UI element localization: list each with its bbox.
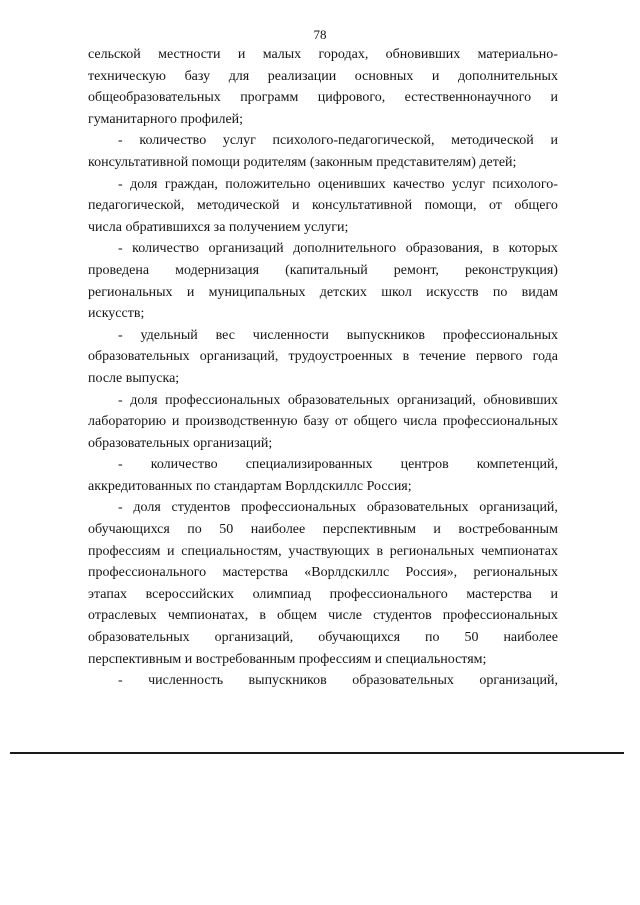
document-body [88,44,558,692]
text-line: отраслевых чемпионатах, в общем числе студентов профессиональных [88,608,558,624]
text-line: профессиям и специальностям, участвующих в региональных чемпионатах [88,543,558,559]
text-line: этапах всероссийских олимпиад профессионального мастерства и [88,586,558,602]
text-line: сельской местности и малых городах, обновивших материально- [88,47,558,62]
text-line: числа обратившихся за получением услуги; [88,219,349,235]
page-number: 78 [313,27,327,42]
text-line: консультативной помощи родителям (законным представителям) детей; [88,154,517,170]
text-line: профессионального мастерства «Ворлдскиллс Россия», региональных [88,565,558,581]
text-line: - количество услуг психолого-педагогической, методической и [118,133,558,149]
text-line: аккредитованных по стандартам Ворлдскиллс Россия; [88,478,412,494]
text-line: проведена модернизация (капитальный ремонт, реконструкция) [88,262,558,278]
text-line: - доля профессиональных образовательных организаций, обновивших [118,392,558,408]
text-line: региональных и муниципальных детских школ искусств по видам [88,284,558,300]
text-line: - доля граждан, положительно оценивших качество услуг психолого- [118,176,558,192]
page-bottom-rule [10,752,624,754]
text-line: искусств; [88,306,145,322]
text-line: техническую базу для реализации основных и дополнительных [88,68,558,84]
text-line: после выпуска; [88,370,180,386]
text-line: - количество организаций дополнительного образования, в которых [118,241,558,257]
text-line: педагогической, методической и консультативной помощи, от общего [88,198,558,214]
text-line: перспективным и востребованным профессиям и специальностям; [88,651,487,667]
text-line: образовательных организаций, трудоустроенных в течение первого года [88,349,558,365]
text-line: - доля студентов профессиональных образовательных организаций, [118,500,558,516]
text-line: общеобразовательных программ цифрового, естественнонаучного и [88,90,558,106]
text-line: обучающихся по 50 наиболее перспективным и востребованным [88,522,558,538]
text-line: - численность выпускников образовательных организаций, [118,673,558,689]
text-line: образовательных организаций; [88,435,273,451]
text-line: образовательных организаций, обучающихся по 50 наиболее [88,630,558,646]
text-line: гуманитарного профилей; [88,111,244,127]
text-line: лабораторию и производственную базу от общего числа профессиональных [88,414,558,430]
text-line: - количество специализированных центров компетенций, [118,457,558,473]
text-line: - удельный вес численности выпускников профессиональных [118,327,558,343]
